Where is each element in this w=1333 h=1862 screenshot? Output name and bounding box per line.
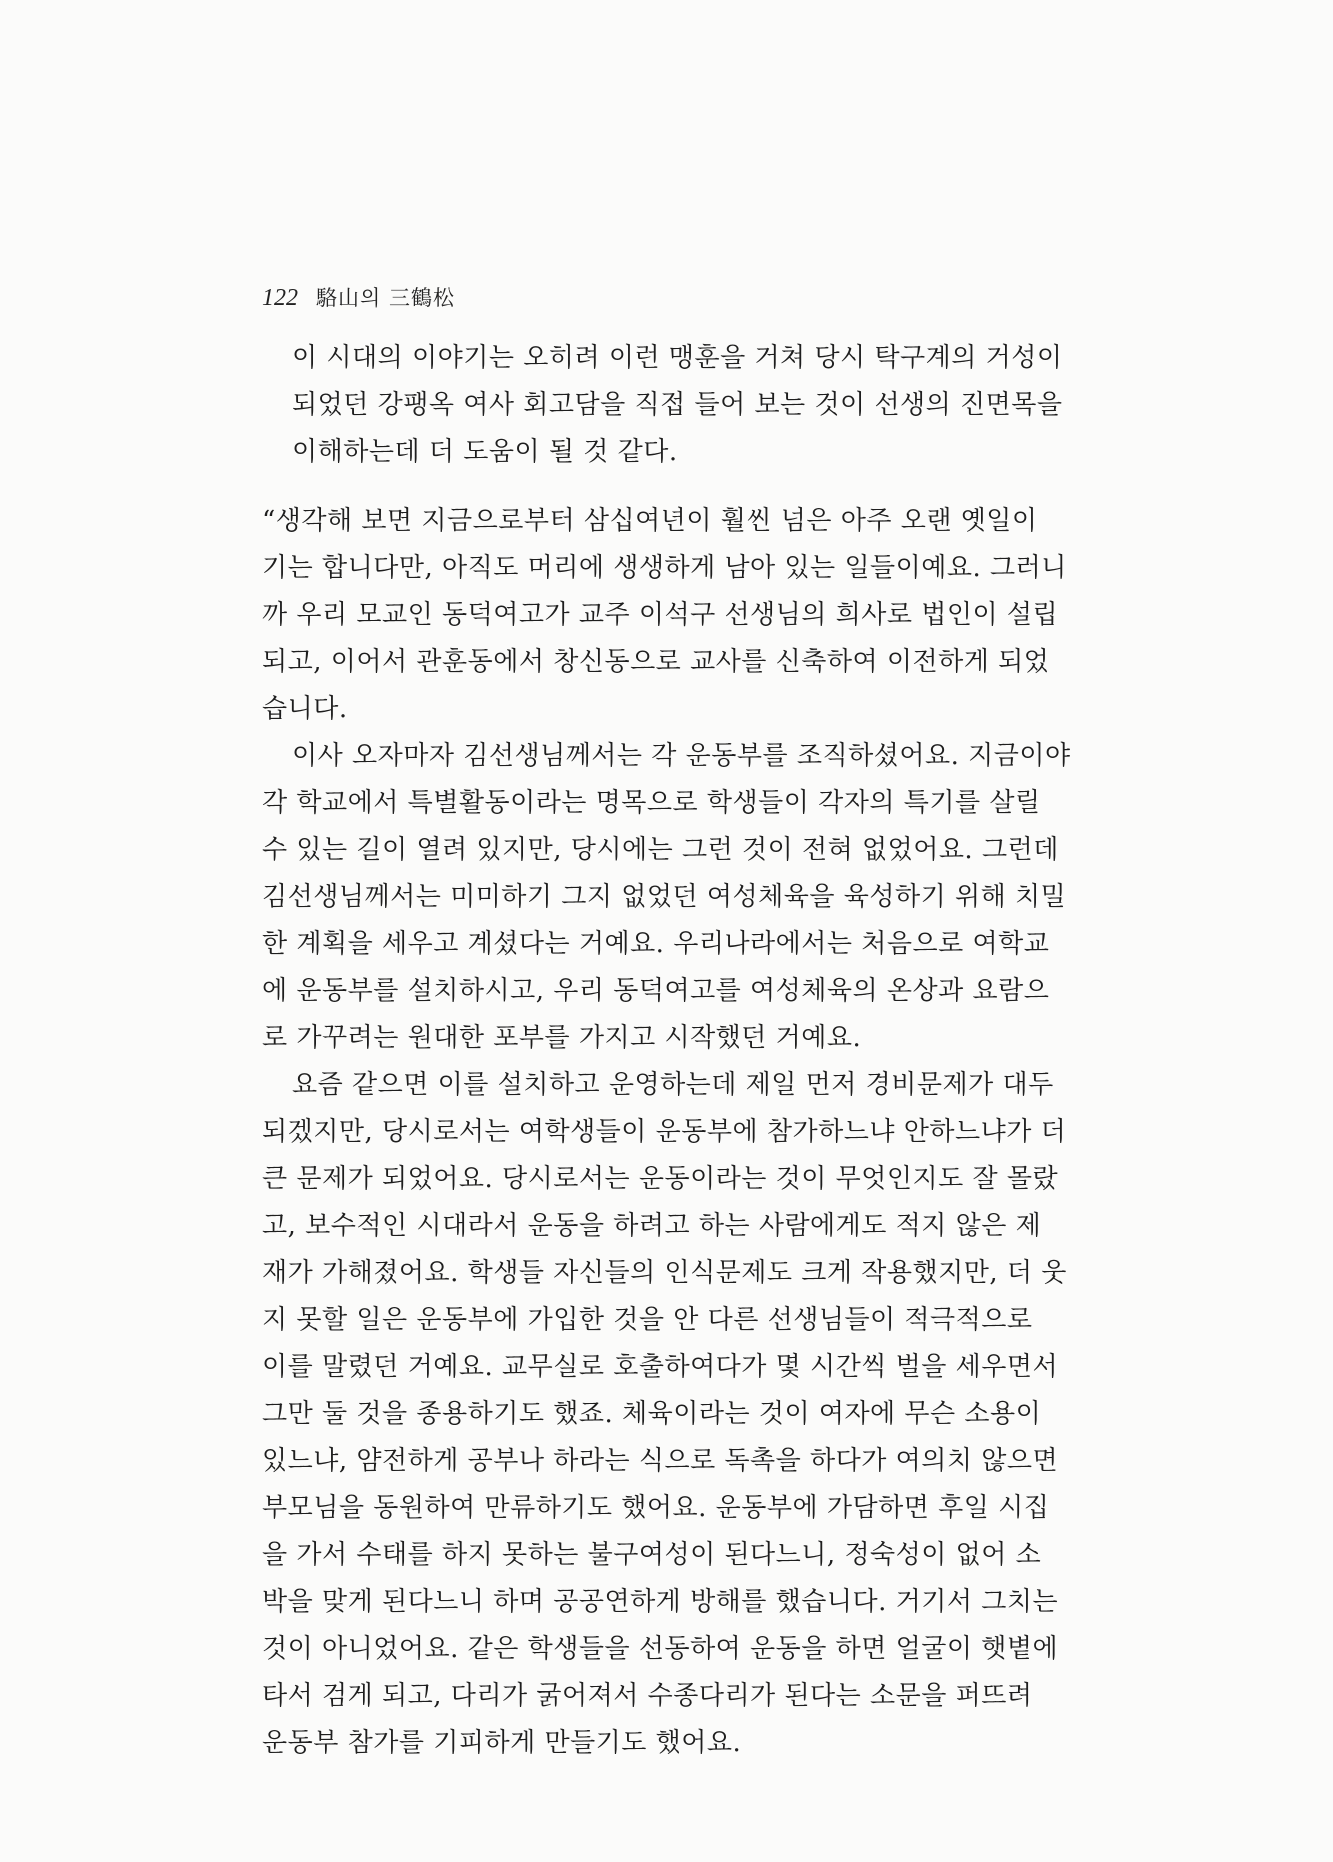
text-line: 있느냐, 얌전하게 공부나 하라는 식으로 독촉을 하다가 여의치 않으면 — [262, 1446, 1059, 1476]
paragraph-sports-clubs — [262, 733, 1082, 1062]
text-line: 되고, 이어서 관훈동에서 창신동으로 교사를 신축하여 이전하게 되었 — [262, 647, 1050, 677]
text-line: 이사 오자마자 김선생님께서는 각 운동부를 조직하셨어요. 지금이야 — [292, 741, 1071, 771]
text-line: 을 가서 수태를 하지 못하는 불구여성이 된다느니, 정숙성이 없어 소 — [262, 1540, 1042, 1570]
body-text — [262, 335, 1082, 1767]
text-line: 타서 검게 되고, 다리가 굵어져서 수종다리가 된다는 소문을 퍼뜨려 — [262, 1681, 1033, 1711]
text-line: 박을 맞게 된다느니 하며 공공연하게 방해를 했습니다. 거기서 그치는 — [262, 1587, 1059, 1617]
text-line: 요즘 같으면 이를 설치하고 운영하는데 제일 먼저 경비문제가 대두 — [292, 1070, 1054, 1100]
text-line: 기는 합니다만, 아직도 머리에 생생하게 남아 있는 일들이예요. 그러니 — [262, 553, 1067, 583]
text-line: 한 계획을 세우고 계셨다는 거예요. 우리나라에서는 처음으로 여학교 — [262, 929, 1050, 959]
text-line: 각 학교에서 특별활동이라는 명목으로 학생들이 각자의 특기를 살릴 — [262, 788, 1041, 818]
text-line: 운동부 참가를 기피하게 만들기도 했어요. — [262, 1728, 742, 1758]
text-line: 이를 말렸던 거예요. 교무실로 호출하여다가 몇 시간씩 벌을 세우면서 — [262, 1352, 1059, 1382]
text-line: 이해하는데 더 도움이 될 것 같다. — [292, 437, 678, 467]
text-line: 고, 보수적인 시대라서 운동을 하려고 하는 사람에게도 적지 않은 제 — [262, 1211, 1042, 1241]
text-line: 재가 가해졌어요. 학생들 자신들의 인식문제도 크게 작용했지만, 더 웃 — [262, 1258, 1067, 1288]
paragraph-intro — [262, 335, 1082, 476]
paragraph-obstacles — [262, 1062, 1082, 1767]
text-line: 그만 둘 것을 종용하기도 했죠. 체육이라는 것이 여자에 무슨 소용이 — [262, 1399, 1042, 1429]
running-title: 駱山의 三鶴松 — [316, 286, 455, 310]
text-line: 에 운동부를 설치하시고, 우리 동덕여고를 여성체육의 온상과 요람으 — [262, 976, 1050, 1006]
page-number: 122 — [262, 285, 298, 311]
text-line: 부모님을 동원하여 만류하기도 했어요. 운동부에 가담하면 후일 시집 — [262, 1493, 1050, 1523]
text-line: 되겠지만, 당시로서는 여학생들이 운동부에 참가하느냐 안하느냐가 더 — [262, 1117, 1067, 1147]
paragraph-quote-start — [262, 498, 1082, 733]
text-line: 로 가꾸려는 원대한 포부를 가지고 시작했던 거예요. — [262, 1023, 862, 1053]
text-line: 지 못할 일은 운동부에 가입한 것을 안 다른 선생님들이 적극적으로 — [262, 1305, 1033, 1335]
text-line: 되었던 강팽옥 여사 회고담을 직접 들어 보는 것이 선생의 진면목을 — [292, 390, 1063, 420]
text-line: 김선생님께서는 미미하기 그지 없었던 여성체육을 육성하기 위해 치밀 — [262, 882, 1067, 912]
text-line: “생각해 보면 지금으로부터 삼십여년이 훨씬 넘은 아주 오랜 옛일이 — [262, 506, 1038, 536]
text-line: 습니다. — [262, 694, 348, 724]
text-line: 큰 문제가 되었어요. 당시로서는 운동이라는 것이 무엇인지도 잘 몰랐 — [262, 1164, 1059, 1194]
text-line: 수 있는 길이 열려 있지만, 당시에는 그런 것이 전혀 없었어요. 그런데 — [262, 835, 1059, 865]
page-header — [262, 282, 455, 318]
text-line: 것이 아니었어요. 같은 학생들을 선동하여 운동을 하면 얼굴이 햇볕에 — [262, 1634, 1059, 1664]
text-line: 까 우리 모교인 동덕여고가 교주 이석구 선생님의 희사로 법인이 설립 — [262, 600, 1059, 630]
text-line: 이 시대의 이야기는 오히려 이런 맹훈을 거쳐 당시 탁구계의 거성이 — [292, 343, 1063, 373]
